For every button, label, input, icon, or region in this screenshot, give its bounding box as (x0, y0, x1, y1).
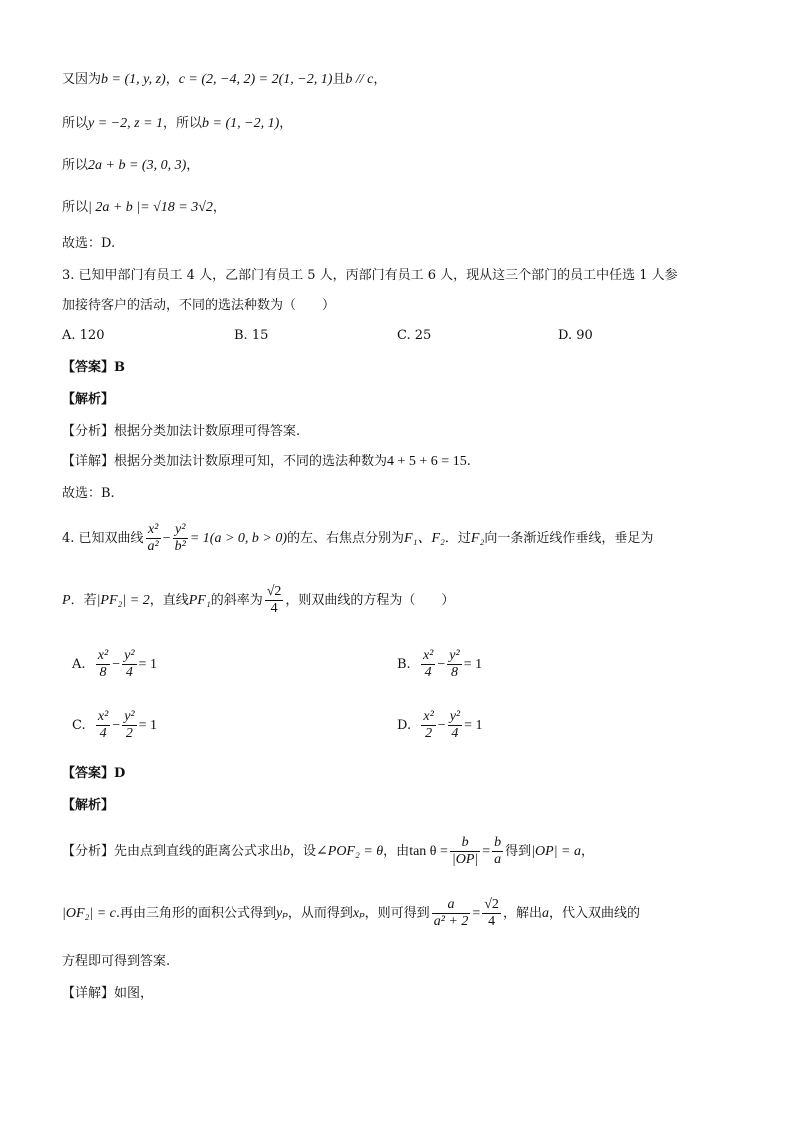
var-b: b (283, 844, 291, 859)
foci: F₁、F₂ (404, 531, 445, 546)
text: .再由三角形的面积公式得到 (115, 906, 277, 921)
question-4-text: 4. 已知双曲线 $\frac{\text{x²}}{\text{a²}}$ − $\frac{\text{y²}}{\text{b²}}$ = 1(a > 0, b > 0)的左、右焦点分别为F₁、F₂．过F₂向一条渐近线作垂线，垂足为 (62, 522, 654, 554)
text: 得到 (505, 844, 532, 859)
q3-option-c: C. 25 (397, 328, 432, 343)
solution-line-1 (62, 70, 386, 90)
text: ， (186, 158, 200, 173)
text: 【详解】根据分类加法计数原理可知，不同的选法种数为 (62, 454, 388, 469)
text: 【分析】先由点到直线的距离公式求出 (62, 844, 284, 859)
line-pf1: PF₁ (188, 593, 211, 608)
equation: 2a + b = (3, 0, 3) (88, 158, 187, 173)
text: ，所以 (163, 116, 203, 131)
text: ，直线 (149, 593, 189, 608)
x2-over-a2: $\frac{\text{x²}}{\text{a²}}$ (147, 522, 159, 554)
tan-expr: tan θ = (409, 844, 448, 859)
option-label: D. (397, 718, 412, 733)
q4-fenxi-line-1: 【分析】先由点到直线的距离公式求出b，设∠POF₂ = θ，由tan θ = $\frac{b}{|OP|}$ = $\frac{b}{a}$ 得到|OP| = a， (62, 835, 595, 867)
q4-xiangjie: 【详解】如图， (62, 986, 154, 1001)
q3-option-d: D. 90 (558, 328, 593, 343)
question-3-text: 3. 已知甲部门有员工 4 人，乙部门有员工 5 人，丙部门有员工 6 人，现从这三个部门的员工中任选 1 人参 (62, 268, 678, 283)
y2-over-b2: $\frac{\text{y²}}{\text{b²}}$ (174, 522, 186, 554)
text: ．过 (444, 531, 471, 546)
var-a: a (541, 906, 549, 921)
vector-b-expression: b = (1, y, z) (101, 72, 166, 87)
text: 向一条渐近线作垂线，垂足为 (484, 531, 654, 546)
q4-fenxi-line-2: |OF₂| = c.再由三角形的面积公式得到yₚ，从而得到xₚ，则可得到 $\frac{a}{\text{a² + 2}}$ = $\frac{√2}{4}$ ，解出a，代入双曲线的 (62, 897, 640, 929)
q3-answer: 【答案】B (62, 360, 125, 375)
var-xp: xₚ (352, 906, 365, 921)
text: 的左、右焦点分别为 (287, 531, 405, 546)
equation: y = −2, z = 1 (88, 116, 164, 131)
text: ， (279, 116, 293, 131)
q3-option-a: A. 120 (62, 328, 105, 343)
option-label: B. (397, 657, 411, 672)
text: ，设 (290, 844, 317, 859)
focus-f2: F₂ (470, 531, 485, 546)
of2-length: |OF₂| = c (62, 906, 116, 921)
option-label: A. (72, 657, 86, 672)
solution-line-4 (62, 198, 226, 218)
q4-fenxi-line-3: 方程即可得到答案. (62, 954, 171, 969)
text: 的斜率为 (210, 593, 263, 608)
text: 又因为 (62, 72, 102, 87)
text: 所以 (62, 116, 89, 131)
text: ， (212, 200, 226, 215)
text: ， (581, 844, 595, 859)
q4-analysis-heading: 【解析】 (62, 798, 115, 813)
text: ，解出 (502, 906, 542, 921)
angle-def: ∠POF₂ = θ (316, 844, 384, 859)
text: ，代入双曲线的 (548, 906, 640, 921)
solution-line-2 (62, 114, 292, 134)
q3-analysis-heading: 【解析】 (62, 392, 115, 407)
q4-option-d: D. $\frac{\text{x²}}{2}$ − $\frac{\text{y²}}{4}$ = 1 (397, 709, 483, 741)
q4-option-c: C. $\frac{\text{x²}}{4}$ − $\frac{\text{y²}}{2}$ = 1 (72, 709, 158, 741)
magnitude-equation: | 2a + b |= √18 = 3√2 (88, 200, 213, 215)
choice-line: 故选：D. (62, 236, 116, 251)
option-label: C. (72, 718, 86, 733)
question-3-text-cont: 加接待客户的活动，不同的选法种数为（ ） (62, 298, 336, 313)
text: ， (373, 72, 387, 87)
text: ．若 (70, 593, 97, 608)
solution-line-3 (62, 156, 199, 176)
condition: = 1(a > 0, b > 0) (189, 531, 288, 546)
text: 所以 (62, 200, 89, 215)
q3-option-b: B. 15 (234, 328, 269, 343)
q4-option-b: B. $\frac{\text{x²}}{4}$ − $\frac{\text{y²}}{8}$ = 1 (397, 648, 483, 680)
text: ，从而得到 (287, 906, 353, 921)
q4-option-a: A. $\frac{\text{x²}}{8}$ − $\frac{\text{y²}}{4}$ = 1 (72, 648, 157, 680)
q3-fenxi: 【分析】根据分类加法计数原理可得答案. (62, 424, 301, 439)
text: 且 (332, 72, 346, 87)
parallel-expression: b // c (345, 72, 374, 87)
pf2-length: |PF₂| = 2 (96, 593, 150, 608)
text: . (466, 454, 471, 469)
text: ，则双曲线的方程为（ ） (285, 593, 455, 608)
sum-equation: 4 + 5 + 6 = 15 (387, 454, 467, 469)
q3-xiangjie (62, 452, 471, 472)
text: 4. 已知双曲线 (62, 531, 144, 546)
point-p: P (62, 593, 71, 608)
text: ， (165, 72, 179, 87)
equals: = (472, 906, 481, 921)
text: ，则可得到 (364, 906, 430, 921)
vector-b-value: b = (1, −2, 1) (202, 116, 280, 131)
op-length: |OP| = a (531, 844, 581, 859)
q4-answer: 【答案】D (62, 766, 126, 781)
text: 所以 (62, 158, 89, 173)
var-yp: yₚ (276, 906, 288, 921)
text: ，由 (383, 844, 410, 859)
slope-fraction: $\frac{√2}{4}$ (266, 584, 282, 616)
question-4-text-cont (62, 584, 454, 618)
vector-c-expression: c = (2, −4, 2) = 2(1, −2, 1) (178, 72, 333, 87)
q3-choice: 故选：B. (62, 486, 115, 501)
